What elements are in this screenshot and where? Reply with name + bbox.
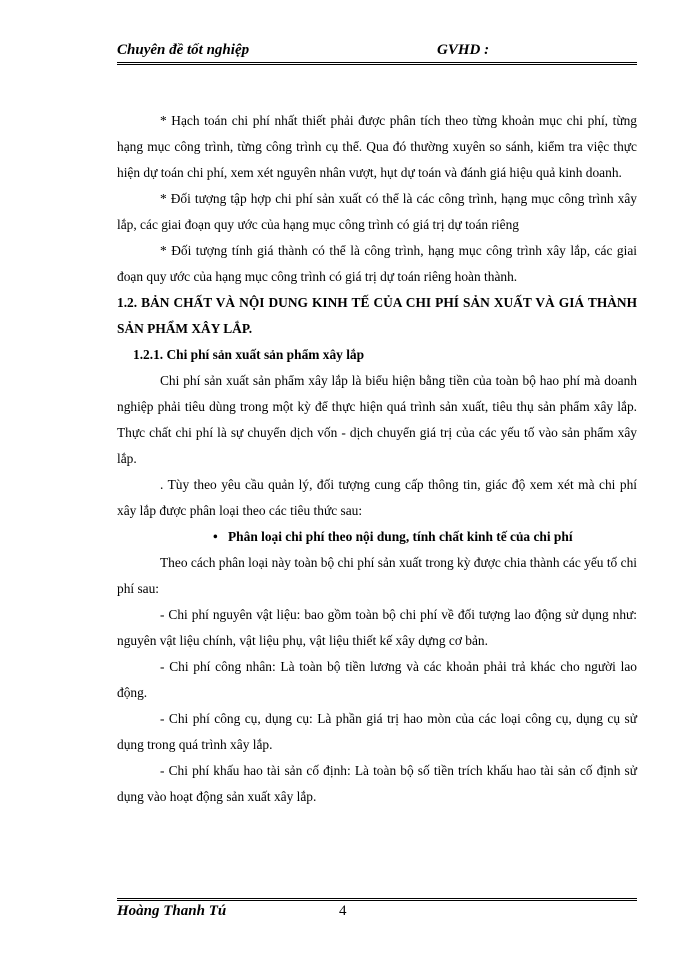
- header-title: Chuyên đề tốt nghiệp: [117, 42, 250, 58]
- header-advisor: GVHD :: [437, 42, 490, 58]
- footer-author: Hoàng Thanh Tú: [117, 903, 227, 919]
- list-item: - Chi phí khấu hao tài sản cố định: Là toàn bộ số tiền trích khấu hao tài sản cố định sử dụng vào hoạt động sản xuất xây lắp.: [117, 763, 637, 804]
- paragraph: Theo cách phân loại này toàn bộ chi phí sản xuất trong kỳ được chia thành các yếu tố chi phí sau:: [117, 555, 637, 596]
- page-footer: [117, 903, 637, 923]
- bullet-heading: [117, 524, 637, 550]
- paragraph: * Đối tượng tính giá thành có thể là công trình, hạng mục công trình xây lắp, các giai đoạn quy ước của hạng mục công trình có giá trị dự toán riêng hoàn thành.: [117, 243, 637, 284]
- list-item: - Chi phí nguyên vật liệu: bao gồm toàn bộ chi phí về đối tượng lao động sử dụng như: nguyên vật liệu chính, vật liệu phụ, vật liệu thiết kế xây dựng cơ bản.: [117, 607, 637, 648]
- list-item: - Chi phí công nhân: Là toàn bộ tiền lương và các khoản phải trả khác cho người lao động.: [117, 659, 637, 700]
- subsection-heading: 1.2.1. Chi phí sản xuất sản phẩm xây lắp: [133, 347, 365, 362]
- bullet-heading-text: Phân loại chi phí theo nội dung, tính chất kinh tế của chi phí: [228, 529, 573, 544]
- paragraph: Chi phí sản xuất sản phẩm xây lắp là biểu hiện bằng tiền của toàn bộ hao phí mà doanh nghiệp phải tiêu dùng trong một kỳ để thực hiện quá trình sản xuất, tiêu thụ sản phẩm xây lắp. Thực chất chi phí là sự chuyển dịch vốn - dịch chuyển giá trị của các yếu tố vào sản phẩm xây lắp.: [117, 373, 637, 466]
- page-header: [117, 42, 637, 60]
- bullet-dot-icon: •: [213, 529, 218, 544]
- paragraph: . Tùy theo yêu cầu quản lý, đối tượng cung cấp thông tin, giác độ xem xét mà chi phí xây lắp được phân loại theo các tiêu thức sau:: [117, 477, 637, 518]
- section-heading: 1.2. BẢN CHẤT VÀ NỘI DUNG KINH TẾ CỦA CHI PHÍ SẢN XUẤT VÀ GIÁ THÀNH SẢN PHẨM XÂY LẮP.: [117, 295, 637, 336]
- page-number: 4: [339, 903, 347, 919]
- document-body: [117, 108, 637, 810]
- footer-rule: [117, 898, 637, 901]
- paragraph: * Đối tượng tập hợp chi phí sản xuất có thể là các công trình, hạng mục công trình xây lắp, các giai đoạn quy ước của hạng mục công trình có giá trị dự toán riêng: [117, 191, 637, 232]
- header-rule: [117, 62, 637, 65]
- list-item: - Chi phí công cụ, dụng cụ: Là phần giá trị hao mòn của các loại công cụ, dụng cụ sử dụng trong quá trình xây lắp.: [117, 711, 637, 752]
- paragraph: * Hạch toán chi phí nhất thiết phải được phân tích theo từng khoản mục chi phí, từng hạng mục công trình, từng công trình cụ thể. Qua đó thường xuyên so sánh, kiểm tra việc thực hiện dự toán chi phí, xem xét nguyên nhân vượt, hụt dự toán và đánh giá hiệu quả kinh doanh.: [117, 113, 637, 180]
